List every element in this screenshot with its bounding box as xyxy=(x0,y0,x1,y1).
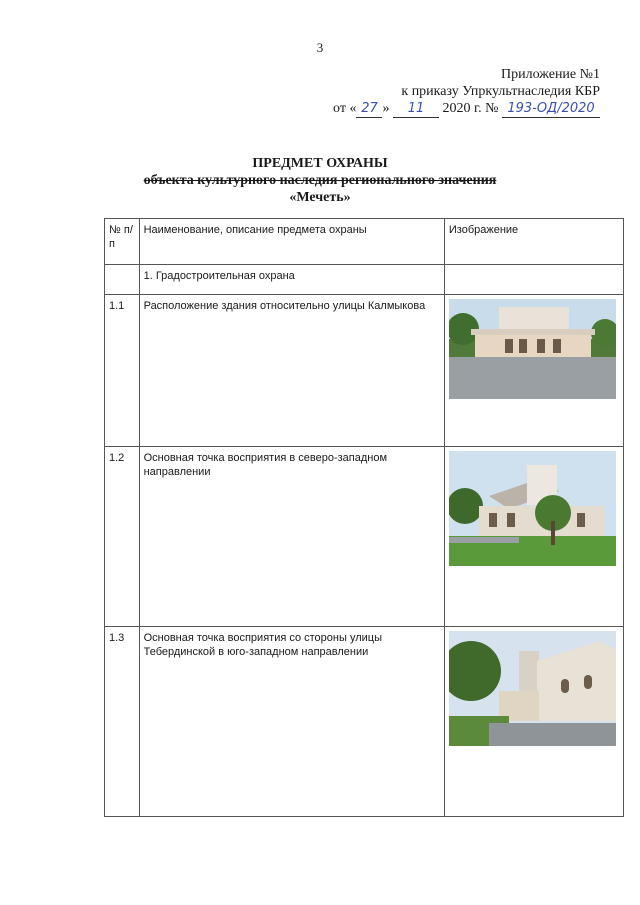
table-row xyxy=(105,295,624,447)
header-num: № п/п xyxy=(105,219,140,265)
header-description: Наименование, описание предмета охраны xyxy=(139,219,444,265)
table-row xyxy=(105,447,624,627)
row-photo-cell xyxy=(444,447,623,627)
mosque-southwest-photo xyxy=(449,631,616,746)
title-object-type: объекта культурного наследия регионального значения xyxy=(143,173,497,188)
row-num: 1.3 xyxy=(105,627,140,817)
appendix-header xyxy=(333,66,600,118)
table-row xyxy=(105,627,624,817)
appendix-date-line xyxy=(333,100,600,118)
row-num: 1.2 xyxy=(105,447,140,627)
header-image: Изображение xyxy=(444,219,623,265)
title-main: ПРЕДМЕТ ОХРАНЫ xyxy=(252,156,388,171)
appendix-title: Приложение №1 xyxy=(501,67,600,82)
date-day: 27 xyxy=(356,100,382,118)
row-photo-cell xyxy=(444,295,623,447)
row-text: Основная точка восприятия со стороны улицы Тебердинской в юго-западном направлении xyxy=(139,627,444,817)
row-photo-cell xyxy=(444,627,623,817)
protection-table xyxy=(104,218,624,817)
order-number: 193-ОД/2020 xyxy=(502,100,600,118)
page-number: 3 xyxy=(316,40,324,55)
row-text: Расположение здания относительно улицы Калмыкова xyxy=(139,295,444,447)
date-prefix: от « xyxy=(333,101,357,116)
date-mid: » xyxy=(382,101,390,116)
title-object-name: «Мечеть» xyxy=(289,190,351,205)
appendix-order-ref: к приказу Упркультнаследия КБР xyxy=(401,84,600,99)
mosque-northwest-photo xyxy=(449,451,616,566)
table-header-row xyxy=(105,219,624,265)
section-row xyxy=(105,265,624,295)
section-title: 1. Градостроительная охрана xyxy=(139,265,444,295)
row-num: 1.1 xyxy=(105,295,140,447)
date-month: 11 xyxy=(393,100,439,118)
mosque-street-photo xyxy=(449,299,616,399)
row-text: Основная точка восприятия в северо-западном направлении xyxy=(139,447,444,627)
document-title xyxy=(0,155,640,206)
date-year: 2020 г. № xyxy=(442,101,499,116)
